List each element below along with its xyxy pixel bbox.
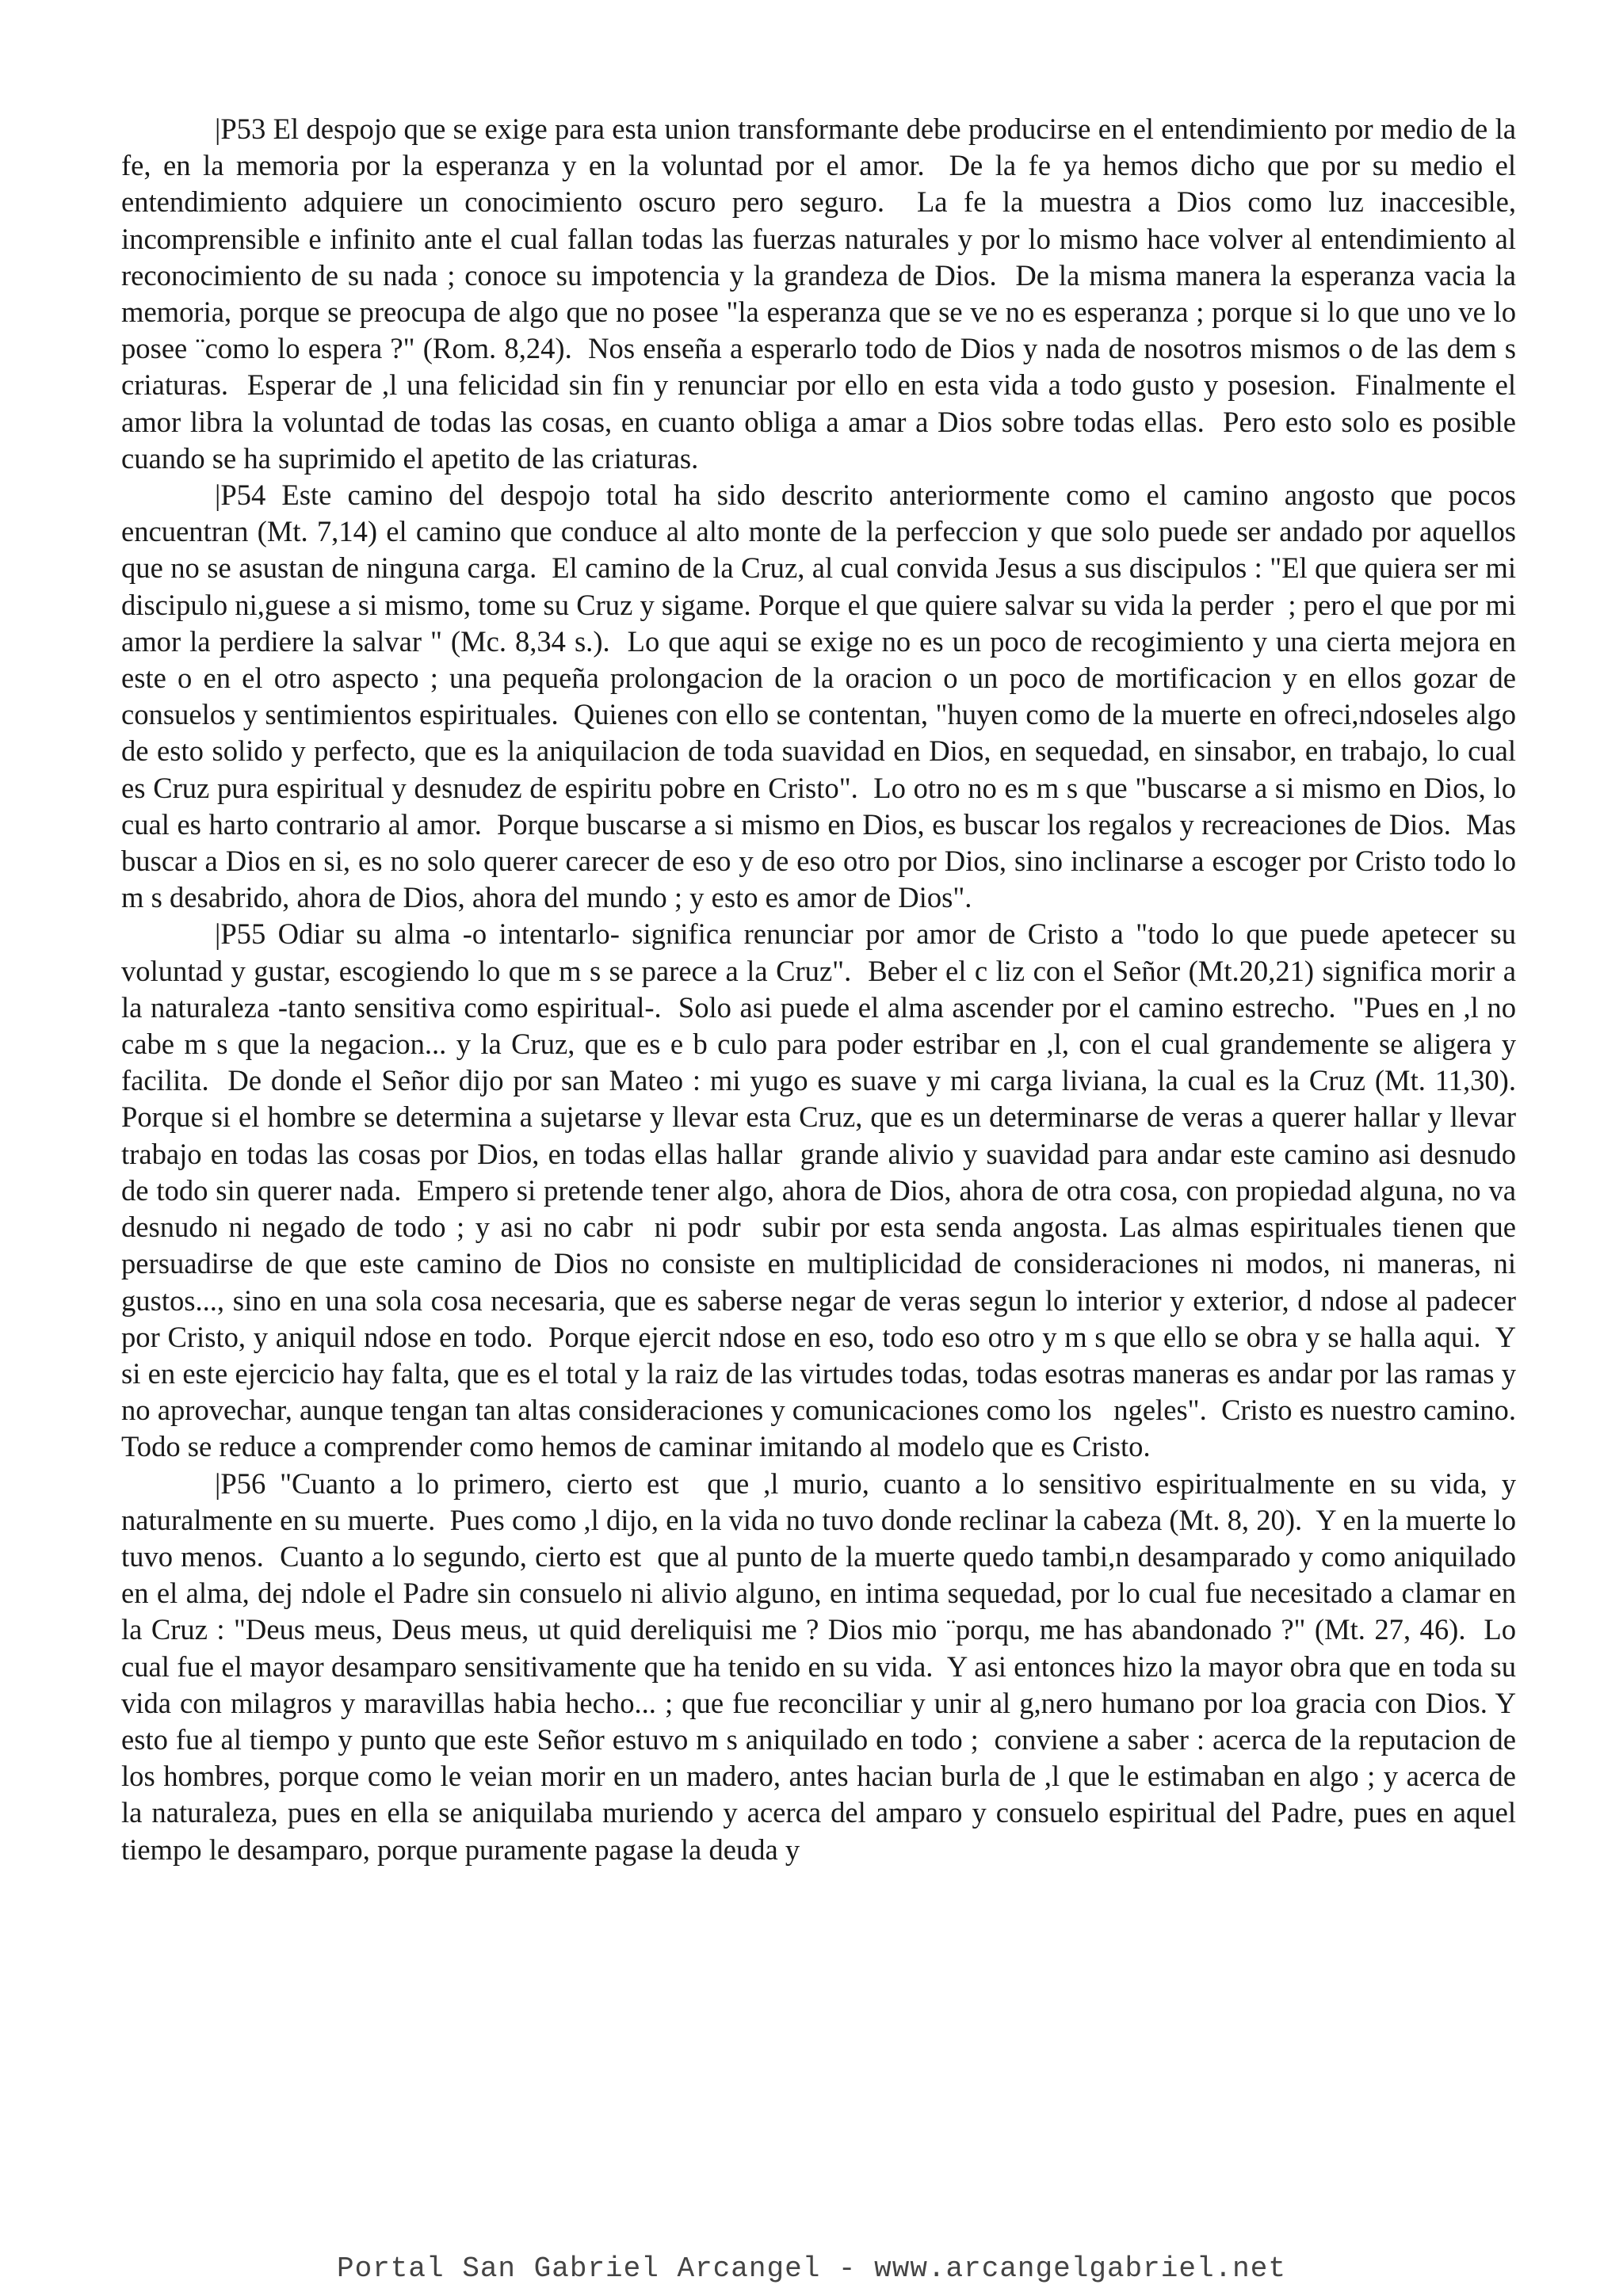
page-footer: Portal San Gabriel Arcangel - www.arcangelgabriel.net [337, 2252, 1286, 2285]
paragraph-p53: |P53 El despojo que se exige para esta union transformante debe producirse en el entendimiento por medio de la fe, en la memoria por la esperanza y en la voluntad por el amor. De la fe ya hemos dicho que por su medio el entendimiento adquiere un conocimiento oscuro pero seguro. La fe la muestra a Dios como luz inaccesible, incomprensible e infinito ante el cual fallan todas las fuerzas naturales y por lo mismo hace volver al entendimiento al reconocimiento de su nada ; conoce su impotencia y la grandeza de Dios. De la misma manera la esperanza vacia la memoria, porque se preocupa de algo que no posee "la esperanza que se ve no es esperanza ; porque si lo que uno ve lo posee ¨como lo espera ?" (Rom. 8,24). Nos enseña a esperarlo todo de Dios y nada de nosotros mismos o de las dem s criaturas. Esperar de ,l una felicidad sin fin y renunciar por ello en esta vida a todo gusto y posesion. Finalmente el amor libra la voluntad de todas las cosas, en cuanto obliga a amar a Dios sobre todas ellas. Pero esto solo es posible cuando se ha suprimido el apetito de las criaturas. [121, 113, 1524, 475]
paragraph-p54: |P54 Este camino del despojo total ha sido descrito anteriormente como el camino angosto que pocos encuentran (Mt. 7,14) el camino que conduce al alto monte de la perfeccion y que solo puede ser andado por aquellos que no se asustan de ninguna carga. El camino de la Cruz, al cual convida Jesus a sus discipulos : "El que quiera ser mi discipulo ni,guese a si mismo, tome su Cruz y sigame. Porque el que quiere salvar su vida la perder ; pero el que por mi amor la perdiere la salvar " (Mc. 8,34 s.). Lo que aqui se exige no es un poco de recogimiento y una cierta mejora en este o en el otro aspecto ; una pequeña prolongacion de la oracion o un poco de mortificacion y en ellos gozar de consuelos y sentimientos espirituales. Quienes con ello se contentan, "huyen como de la muerte en ofreci,ndoseles algo de esto solido y perfecto, que es la aniquilacion de toda suavidad en Dios, en sequedad, en sinsabor, en trabajo, lo cual es Cruz pura espiritual y desnudez de espiritu pobre en Cristo". Lo otro no es m s que "buscarse a si mismo en Dios, lo cual es harto contrario al amor. Porque buscarse a si mismo en Dios, es buscar los regalos y recreaciones de Dios. Mas buscar a Dios en si, es no solo querer carecer de eso y de eso otro por Dios, sino inclinarse a escoger por Cristo todo lo m s desabrido, ahora de Dios, ahora del mundo ; y esto es amor de Dios". [121, 479, 1524, 914]
paragraph-p55: |P55 Odiar su alma -o intentarlo- significa renunciar por amor de Cristo a "todo lo que puede apetecer su voluntad y gustar, escogiendo lo que m s se parece a la Cruz". Beber el c liz con el Señor (Mt.20,21) significa morir a la naturaleza -tanto sensitiva como espiritual-. Solo asi puede el alma ascender por el camino estrecho. "Pues en ,l no cabe m s que la negacion... y la Cruz, que es e b culo para poder estribar en ,l, con el cual grandemente se aligera y facilita. De donde el Señor dijo por san Mateo : mi yugo es suave y mi carga liviana, la cual es la Cruz (Mt. 11,30). Porque si el hombre se determina a sujetarse y llevar esta Cruz, que es un determinarse de veras a querer hallar y llevar trabajo en todas las cosas por Dios, en todas ellas hallar grande alivio y suavidad para andar este camino asi desnudo de todo sin querer nada. Empero si pretende tener algo, ahora de Dios, ahora de otra cosa, con propiedad alguna, no va desnudo ni negado de todo ; y asi no cabr ni podr subir por esta senda angosta. Las almas espirituales tienen que persuadirse de que este camino de Dios no consiste en multiplicidad de consideraciones ni modos, ni maneras, ni gustos..., sino en una sola cosa necesaria, que es saberse negar de veras segun lo interior y exterior, d ndose al padecer por Cristo, y aniquil ndose en todo. Porque ejercit ndose en eso, todo eso otro y m s que ello se obra y se halla aqui. Y si en este ejercicio hay falta, que es el total y la raiz de las virtudes todas, todas esotras maneras es andar por las ramas y no aprovechar, aunque tengan tan altas consideraciones y comunicaciones como los ngeles". Cristo es nuestro camino. Todo se reduce a comprender como hemos de caminar imitando al modelo que es Cristo. [121, 917, 1531, 1463]
document-body [121, 111, 1531, 1868]
paragraph-p56: |P56 "Cuanto a lo primero, cierto est que ,l murio, cuanto a lo sensitivo espiritualmente en su vida, y naturalmente en su muerte. Pues como ,l dijo, en la vida no tuvo donde reclinar la cabeza (Mt. 8, 20). Y en la muerte lo tuvo menos. Cuanto a lo segundo, cierto est que al punto de la muerte quedo tambi,n desamparado y como aniquilado en el alma, dej ndole el Padre sin consuelo ni alivio alguno, en intima sequedad, por lo cual fue necesitado a clamar en la Cruz : "Deus meus, Deus meus, ut quid dereliquisi me ? Dios mio ¨porqu, me has abandonado ?" (Mt. 27, 46). Lo cual fue el mayor desamparo sensitivamente que ha tenido en su vida. Y asi entonces hizo la mayor obra que en toda su vida con milagros y maravillas habia hecho... ; que fue reconciliar y unir al g,nero humano por loa gracia con Dios. Y esto fue al tiempo y punto que este Señor estuvo m s aniquilado en todo ; conviene a saber : acerca de la reputacion de los hombres, porque como le veian morir en un madero, antes hacian burla de ,l que le estimaban en algo ; y acerca de la naturaleza, pues en ella se aniquilaba muriendo y acerca del amparo y consuelo espiritual del Padre, pues en aquel tiempo le desamparo, porque puramente pagase la deuda y [121, 1466, 1524, 1866]
